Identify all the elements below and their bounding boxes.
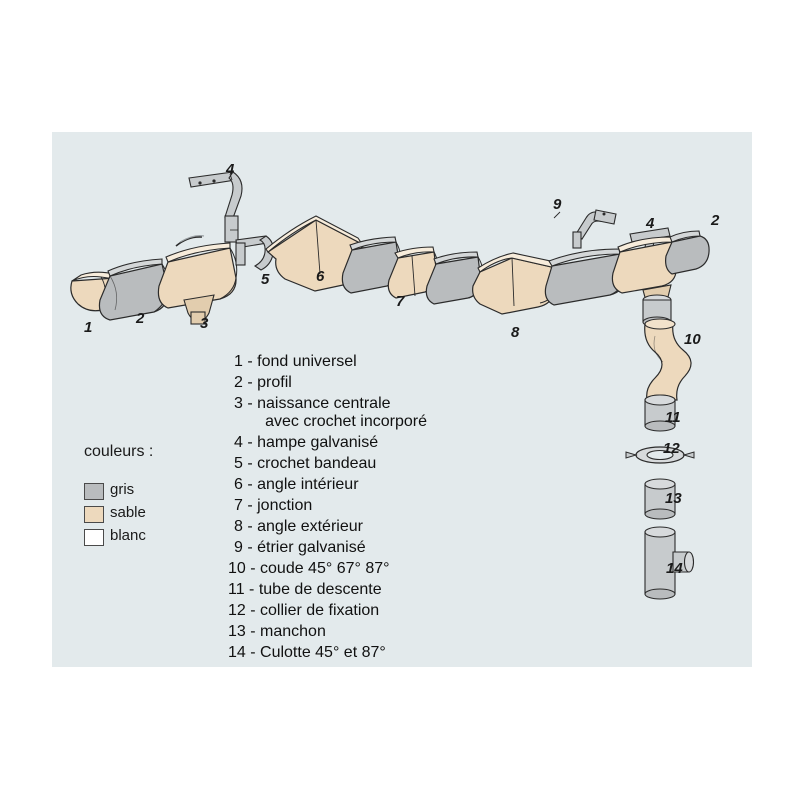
key-item-14: 14 - Culotte 45° et 87°: [228, 644, 386, 661]
key-item-3: 3 - naissance centrale: [234, 395, 391, 412]
key-item-9: 9 - étrier galvanisé: [234, 539, 366, 556]
key-item-4: 4 - hampe galvanisé: [234, 434, 379, 451]
part-9-etrier-galvanise: [573, 210, 616, 248]
key-item-5: 5 - crochet bandeau: [234, 455, 377, 472]
callout-3: 3: [200, 315, 209, 332]
callout-10: 10: [684, 331, 701, 348]
key-item-8: 8 - angle extérieur: [234, 518, 363, 535]
callout-9: 9: [553, 196, 562, 213]
key-item-12: 12 - collier de fixation: [228, 602, 380, 619]
swatch-gris: [84, 483, 104, 500]
callout-2: 2: [136, 310, 145, 327]
key-item-7: 7 - jonction: [234, 497, 313, 514]
callout-7: 7: [396, 293, 405, 310]
part-4-hampe-galvanise-left: [189, 172, 242, 242]
part-2-profil-right: [666, 231, 709, 274]
callout-6: 6: [316, 268, 325, 285]
swatch-blanc: [84, 529, 104, 546]
callout-14: 14: [666, 560, 683, 577]
part-5-crochet-bandeau: [236, 236, 273, 270]
callout-4-right: 4: [646, 215, 655, 232]
key-item-11: 11 - tube de descente: [228, 581, 382, 598]
callout-5: 5: [261, 271, 270, 288]
key-item-13: 13 - manchon: [228, 623, 326, 640]
callout-8: 8: [511, 324, 520, 341]
callout-11: 11: [665, 409, 681, 426]
callout-leader-lines: [230, 174, 560, 218]
key-item-6: 6 - angle intérieur: [234, 476, 359, 493]
part-8-angle-exterieur: [473, 253, 558, 314]
swatch-sable: [84, 506, 104, 523]
key-item-2: 2 - profil: [234, 374, 292, 391]
callout-12: 12: [663, 440, 680, 457]
callout-1: 1: [84, 319, 93, 336]
swatch-label-blanc: blanc: [110, 527, 146, 544]
swatch-label-sable: sable: [110, 504, 146, 521]
callout-2-right: 2: [711, 212, 720, 229]
part-3-naissance-centrale: [158, 236, 236, 324]
key-item-10: 10 - coude 45° 67° 87°: [228, 560, 390, 577]
key-item-3-cont: avec crochet incorporé: [234, 413, 427, 430]
legend-heading: couleurs :: [84, 443, 154, 460]
swatch-label-gris: gris: [110, 481, 135, 498]
callout-13: 13: [665, 490, 682, 507]
key-item-1: 1 - fond universel: [234, 353, 357, 370]
callout-4-left: 4: [226, 161, 235, 178]
